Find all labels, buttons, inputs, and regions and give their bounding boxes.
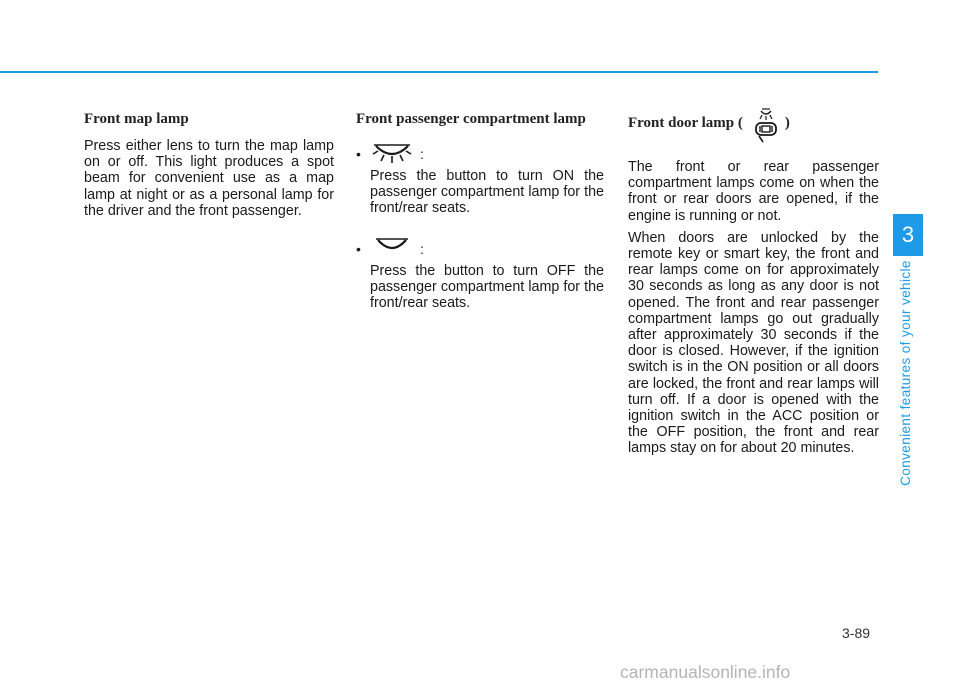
column-front-door-lamp	[628, 110, 879, 463]
column-passenger-lamp	[356, 110, 604, 311]
chapter-title: Convenient features of your vehicle	[898, 260, 913, 486]
front-map-lamp-text: Press either lens to turn the map lamp on or off. This light produces a spot beam for convenient use as a map lamp at night or as a personal lamp for the driver and the front passenger.	[84, 138, 334, 219]
heading-suffix: )	[784, 115, 790, 131]
bullet-dot: •	[356, 240, 361, 257]
lamp-on-icon	[370, 140, 414, 169]
heading-prefix: Front door lamp (	[628, 115, 743, 131]
door-lamp-paragraph-2: When doors are unlocked by the remote key or smart key, the front and rear lamps come on for approximately 30 seconds as long as any door is not opened. The front and rear passenger compartment lamps go out gradually after approximately 30 seconds if the door is closed. However, if the ignition switch is in the ON position or all doors are locked, the front and rear lamps will turn off. If a door is opened with the ignition switch in the ACC position or the OFF position, the front and rear lamps stay on for about 20 minutes.	[628, 229, 879, 457]
page-number: 3-89	[842, 625, 871, 641]
heading-front-door-lamp	[628, 114, 879, 149]
lamp-off-icon	[370, 234, 414, 263]
door-lamp-paragraph-1: The front or rear passenger compartment lamps come on when the front or rear doors are opened, if the engine is running or not.	[628, 159, 879, 224]
bullet-lamp-off	[356, 237, 604, 261]
bullet-dot: •	[356, 146, 361, 162]
column-front-map-lamp	[84, 110, 334, 219]
bullet-colon: :	[420, 146, 424, 162]
chapter-tab: 3	[893, 214, 923, 256]
bullet-colon: :	[420, 240, 424, 257]
lamp-off-description: Press the button to turn OFF the passenger compartment lamp for the front/rear seats.	[370, 262, 604, 312]
bullet-lamp-on	[356, 142, 604, 166]
watermark: carmanualsonline.info	[620, 662, 791, 682]
heading-passenger-lamp: Front passenger compartment lamp	[356, 111, 586, 127]
door-lamp-icon	[751, 108, 781, 149]
header-rule	[0, 71, 878, 73]
heading-front-map-lamp: Front map lamp	[84, 111, 189, 127]
lamp-on-description: Press the button to turn ON the passenger compartment lamp for the front/rear seats.	[370, 168, 604, 217]
